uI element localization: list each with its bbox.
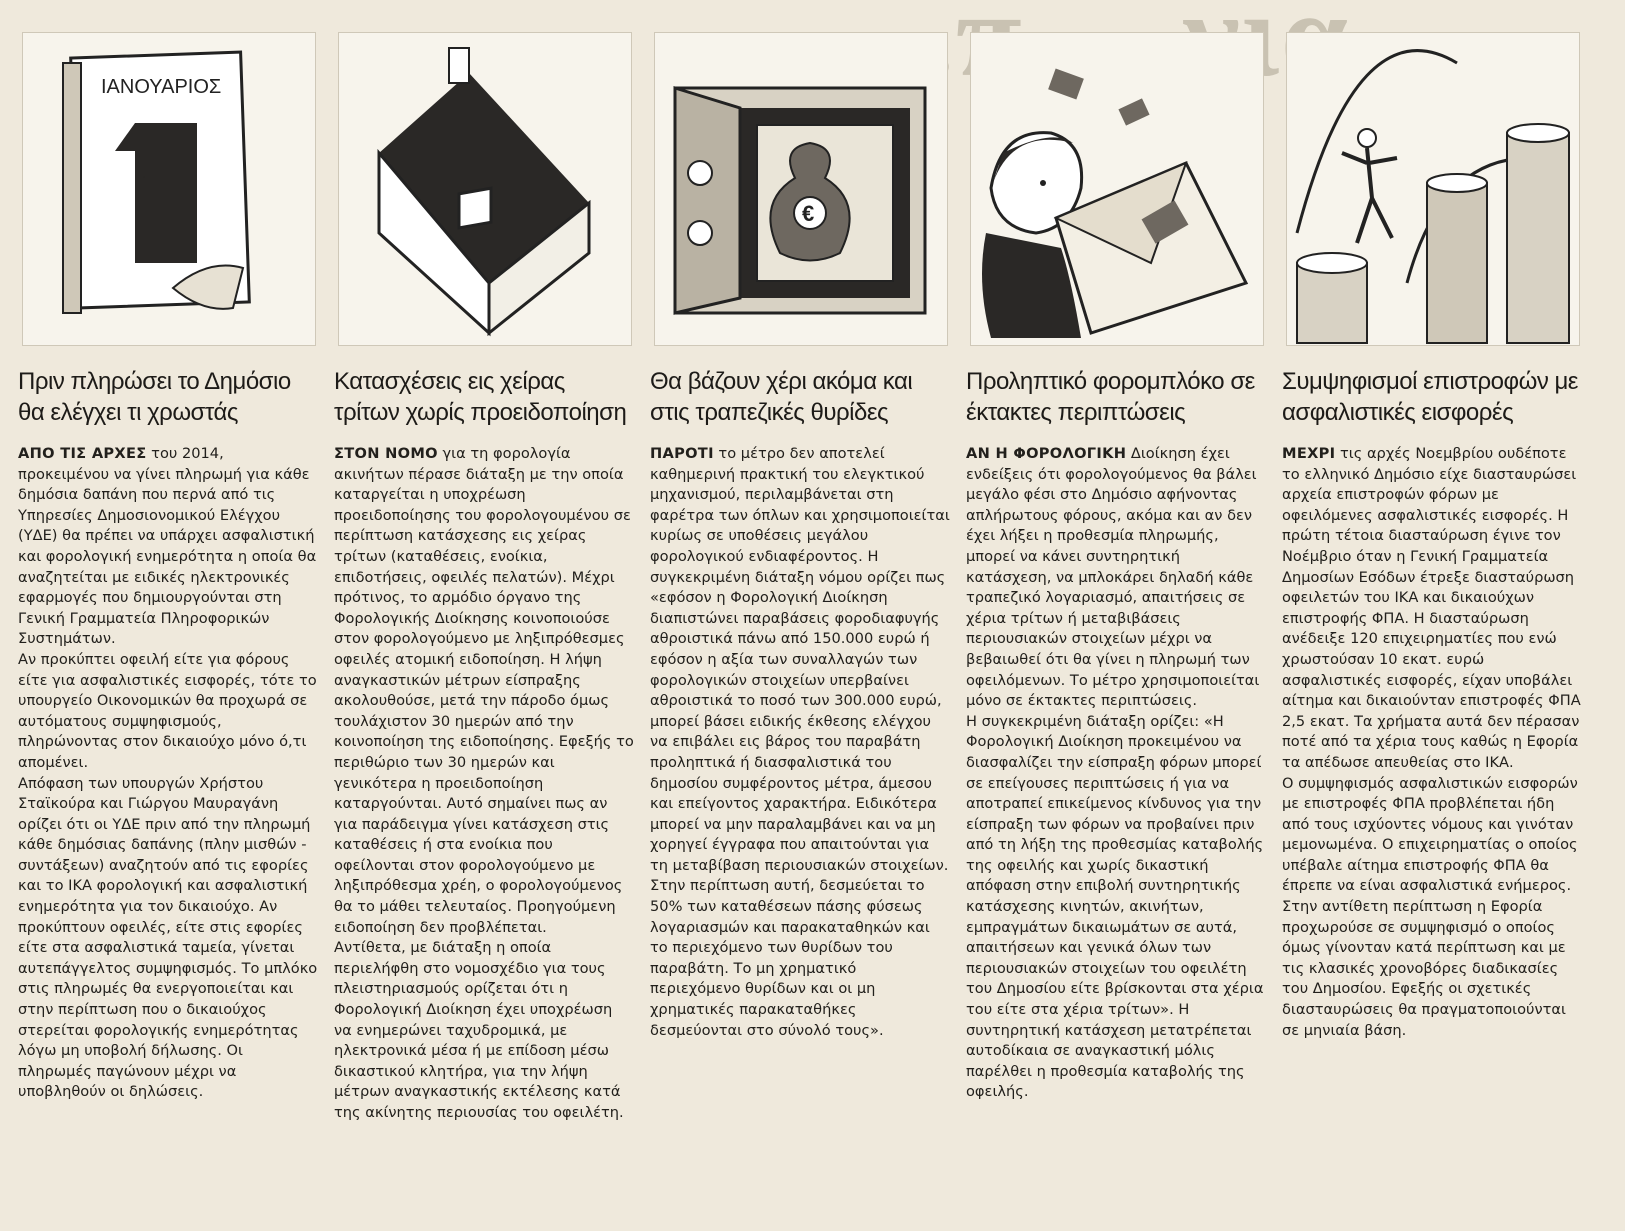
article-column-4 (966, 32, 1266, 1124)
calendar-number-shape (135, 123, 197, 263)
article-paragraph (18, 444, 318, 650)
euro-symbol: € (802, 201, 815, 226)
article-text: για τη φορολογία ακινήτων πέρασε διάταξη με την οποία καταργείται η υποχρέωση προειδοποίησης του φορολογουμένου σε περίπτωση κατάσχεσης εις χείρας τρίτων (καταθέσεις, ενοίκια, επιδοτήσεις, οφειλές πελατών). Μέχρι πρότινος, το αρμόδιο όργανο της Φορολογικής Διοίκησης κοινοποιούσε στον φορολογούμενο με ληξιπρόθεσμες οφειλές ατομική ειδοποίηση. Η λήψη αναγκαστικών μέτρων είσπραξης ακολουθούσε, μετά την πάροδο όμως τουλάχιστον 30 ημερών από την κοινοποίηση της ειδοποίησης. Εφεξής το περιθώριο των 30 ημερών και γενικότερα η προειδοποίηση καταργούνται. Αυτό σημαίνει πως αν για παράδειγμα γίνει κατάσχεση στις καταθέσεις ή στα ενοίκια που οφείλονται στον φορολογούμενο με ληξιπρόθεσμα χρέη, ο φορολογούμενος θα το μάθει τελευταίος. Προηγούμενη ειδοποίηση δεν προβλέπεται. (334, 445, 634, 936)
safe-drawing (655, 33, 947, 345)
article-column-2 (334, 32, 634, 1124)
article-text: το μέτρο δεν αποτελεί καθημερινή πρακτική του ελεγκτικού μηχανισμού, περιλαμβάνεται στη φαρέτρα των όπλων και χρησιμοποιείται κυρίως σε υποθέσεις μεγάλου φορολογικού ενδιαφέροντος. Η συγκεκριμένη διάταξη νόμου ορίζει πως «εφόσον η Φορολογική Διοίκηση διαπιστώνει παραβάσεις φοροδιαφυγής αθροιστικά πάνω από 150.000 ευρώ ή εφόσον η αξία των συναλλαγών των φορολογικών στοιχείων υπερβαίνει αθροιστικά το ποσό των 300.000 ευρώ, μπορεί βάσει ειδικής έκθεσης ελέγχου να επιβάλει εις βάρος του παραβάτη προληπτικά ή διασφαλιστικά του δημοσίου συμφέροντος μέτρα, άμεσου και επείγοντος χαρακτήρα. Ειδικότερα μπορεί να μην παραλαμβάνει και να μη χορηγεί έγγραφα που απαιτούνται για τη μεταβίβαση περιουσιακών στοιχείων. Στην περίπτωση αυτή, δεσμεύεται το 50% των καταθέσεων πάσης φύσεως λογαριασμών και παρακαταθηκών και το περιεχόμενο των θυρίδων του παραβάτη. Το μη χρηματικό περιεχόμενο θυρίδων και οι μη χρηματικές παρακαταθήκες δεσμεύονται στο σύνολό τους». (650, 445, 950, 1039)
article-body (18, 444, 318, 1103)
article-paragraph: Ο συμψηφισμός ασφαλιστικών εισφορών με επιστροφές ΦΠΑ προβλέπεται ήδη από τους ισχύοντες νόμους και γινόταν μεμονωμένα. Ο επιχειρηματίας ο οποίος υπέβαλε αίτημα επιστροφής ΦΠΑ θα έπρεπε να είναι ασφαλιστικά ενήμερος. Στην αντίθετη περίπτωση η Εφορία προχωρούσε σε συμψηφισμό ο οποίος όμως γίνονταν κατά περίπτωση και με τις κλασικές χρονοβόρες διαδικασίες του Δημοσίου. Εφεξής οι σχετικές διασταυρώσεις θα πραγματοποιούνται σε μηνιαία βάση. (1282, 774, 1578, 1039)
house-drawing (339, 33, 631, 345)
article-lead: ΠΑΡΟΤΙ (650, 445, 714, 462)
envelope-man-illustration (970, 32, 1264, 346)
article-column-1 (18, 32, 318, 1124)
calendar-illustration (22, 32, 316, 346)
article-paragraph: Αντίθετα, με διάταξη η οποία περιελήφθη στο νομοσχέδιο για τους πλειστηριασμούς ορίζεται ότι η Φορολογική Διοίκηση έχει υποχρέωση να ενημερώνει ταχυδρομικά, με ηλεκτρονικά μέσα ή με επίδοση μέσω δικαστικού κλητήρα, για την λήψη μέτρων αναγκαστικής εκτέλεσης κατά της ακίνητης περιουσίας του οφειλέτη. (334, 939, 624, 1121)
calendar-number: 1 (142, 175, 148, 186)
article-headline: Θα βάζουν χέρι ακόμα και στις τραπεζικές θυρίδες (650, 368, 913, 426)
article-headline: Κατασχέσεις εις χείρας τρίτων χωρίς προειδοποίηση (334, 368, 627, 426)
article-column-5 (1282, 32, 1582, 1124)
calendar-month-label: ΙΑΝΟΥΑΡΙΟΣ (101, 76, 222, 98)
article-headline: Συμψηφισμοί επιστροφών με ασφαλιστικές εισφορές (1282, 368, 1579, 426)
article-lead: ΣΤΟΝ ΝΟΜΟ (334, 445, 438, 462)
article-paragraph: Απόφαση των υπουργών Χρήστου Σταϊκούρα και Γιώργου Μαυραγάνη ορίζει ότι οι ΥΔΕ πριν από την πληρωμή κάθε δημόσιας δαπάνης (πλην μισθών - συντάξεων) αναζητούν από τις εφορίες και το ΙΚΑ φορολογική και ασφαλιστική ενημερότητα για τον δικαιούχο. Αν προκύπτουν οφειλές, είτε στις εφορίες είτε στα ασφαλιστικά ταμεία, γίνεται αυτεπάγγελτος συμψηφισμός. Το μπλόκο στις πληρωμές θα ενεργοποιείται και στην περίπτωση που ο δικαιούχος στερείται φορολογικής ενημερότητας λόγω μη υποβολή δήλωσης. Οι πληρωμές παγώνουν μέχρι να υποβληθούν οι δηλώσεις. (18, 774, 318, 1101)
coin-stacks-illustration (1286, 32, 1580, 346)
article-paragraph (1282, 444, 1582, 774)
article-columns (18, 32, 1582, 1124)
article-headline: Προληπτικό φορομπλόκο σε έκτακτες περιπτώσεις (966, 368, 1255, 426)
article-headline: Πριν πληρώσει το Δημόσιο θα ελέγχει τι χρωστάς (18, 368, 291, 426)
envelope-drawing (971, 33, 1263, 345)
background-headline-fragment: για (1183, 0, 1351, 101)
calendar-drawing (23, 33, 315, 345)
article-body (334, 444, 634, 1124)
article-column-3 (650, 32, 950, 1124)
article-paragraph: Η συγκεκριμένη διάταξη ορίζει: «Η Φορολογική Διοίκηση προκειμένου να διασφαλίζει την είσπραξη φόρων μπορεί σε επείγουσες περιπτώσεις ή για να αποτραπεί επικείμενος κίνδυνος για την είσπραξη των φόρων να προβαίνει πριν από τη λήξη της προθεσμίας καταβολής της οφειλής και χωρίς δικαστική απόφαση στην επιβολή συντηρητικής κατάσχεσης κινητών, ακινήτων, εμπραγμάτων δικαιωμάτων σε αυτά, απαιτήσεων και γενικά όλων των περιουσιακών στοιχείων του οφειλέτη του Δημοσίου είτε βρίσκονται στα χέρια του είτε στα χέρια τρίτων». Η συντηρητική κατάσχεση μετατρέπεται αυτοδίκαια σε αναγκαστική μόλις παρέλθει η προθεσμία καταβολής της οφειλής. (966, 712, 1264, 1101)
article-paragraph (650, 444, 950, 1041)
coin-stacks-drawing (1287, 33, 1579, 345)
safe-illustration (654, 32, 948, 346)
figure-head (1358, 129, 1376, 147)
article-lead: ΑΝ Η ΦΟΡΟΛΟΓΙΚΗ (966, 445, 1127, 462)
article-paragraph (334, 444, 634, 938)
article-paragraph (966, 444, 1266, 712)
article-text: Διοίκηση έχει ενδείξεις ότι φορολογούμενος θα βάλει μεγάλο φέσι στο Δημόσιο αφήνοντας απλήρωτους φόρους, ακόμα και αν δεν έχει λήξει η προθεσμία πληρωμής, μπορεί να κάνει συντηρητική κατάσχεση, να μπλοκάρει δηλαδή κάθε τραπεζικό λογαριασμό, απαιτήσεις σε χέρια τρίτων ή μεταβιβάσεις περιουσιακών στοιχείων μέχρι να βεβαιωθεί ότι θα γίνει η πληρωμή των οφειλόμενων. Το μέτρο χρησιμοποιείται μόνο σε έκτακτες περιπτώσεις. (966, 445, 1260, 710)
article-lead: ΜΕΧΡΙ (1282, 445, 1336, 462)
article-paragraph: Αν προκύπτει οφειλή είτε για φόρους είτε για ασφαλιστικές εισφορές, τότε το υπουργείο Οικονομικών θα προχωρά σε αυτόματους συμψηφισμούς, πληρώνοντας στον δικαιούχο μόνο ό,τι απομένει. (18, 650, 317, 771)
article-body (1282, 444, 1582, 1041)
article-body (966, 444, 1266, 1103)
house-illustration (338, 32, 632, 346)
article-text: τις αρχές Νοεμβρίου ουδέποτε το ελληνικό Δημόσιο είχε διασταυρώσει αρχεία επιστροφών φόρων με οφειλόμενες ασφαλιστικές εισφορές. Η πρώτη τέτοια διασταύρωση έγινε τον Νοέμβριο όταν η Γενική Γραμματεία Δημοσίων Εσόδων έτρεξε διασταύρωση οφειλετών του ΙΚΑ και δικαιούχων επιστροφής ΦΠΑ. Η διασταύρωση ανέδειξε 120 επιχειρηματίες που ενώ χρωστούσαν 10 εκατ. ευρώ ασφαλιστικές εισφορές, είχαν υποβάλει αίτημα και δικαιούνταν επιστροφές ΦΠΑ 2,5 εκατ. Τα χρήματα αυτά δεν πέρασαν ποτέ από τα χέρια τους καθώς η Εφορία τα απέδωσε απευθείας στο ΙΚΑ. (1282, 445, 1581, 771)
article-body (650, 444, 950, 1041)
article-text: του 2014, προκειμένου να γίνει πληρωμή για κάθε δημόσια δαπάνη που περνά από τις Υπηρεσίες Δημοσιονομικού Ελέγχου (ΥΔΕ) θα πρέπει να υπάρχει ασφαλιστική και φορολογική ενημερότητα η οποία θα αναζητείται με ειδικές ηλεκτρονικές εφαρμογές που δημιουργούνται στη Γενική Γραμματεία Πληροφορικών Συστημάτων. (18, 445, 317, 648)
article-lead: ΑΠΟ ΤΙΣ ΑΡΧΕΣ (18, 445, 147, 462)
